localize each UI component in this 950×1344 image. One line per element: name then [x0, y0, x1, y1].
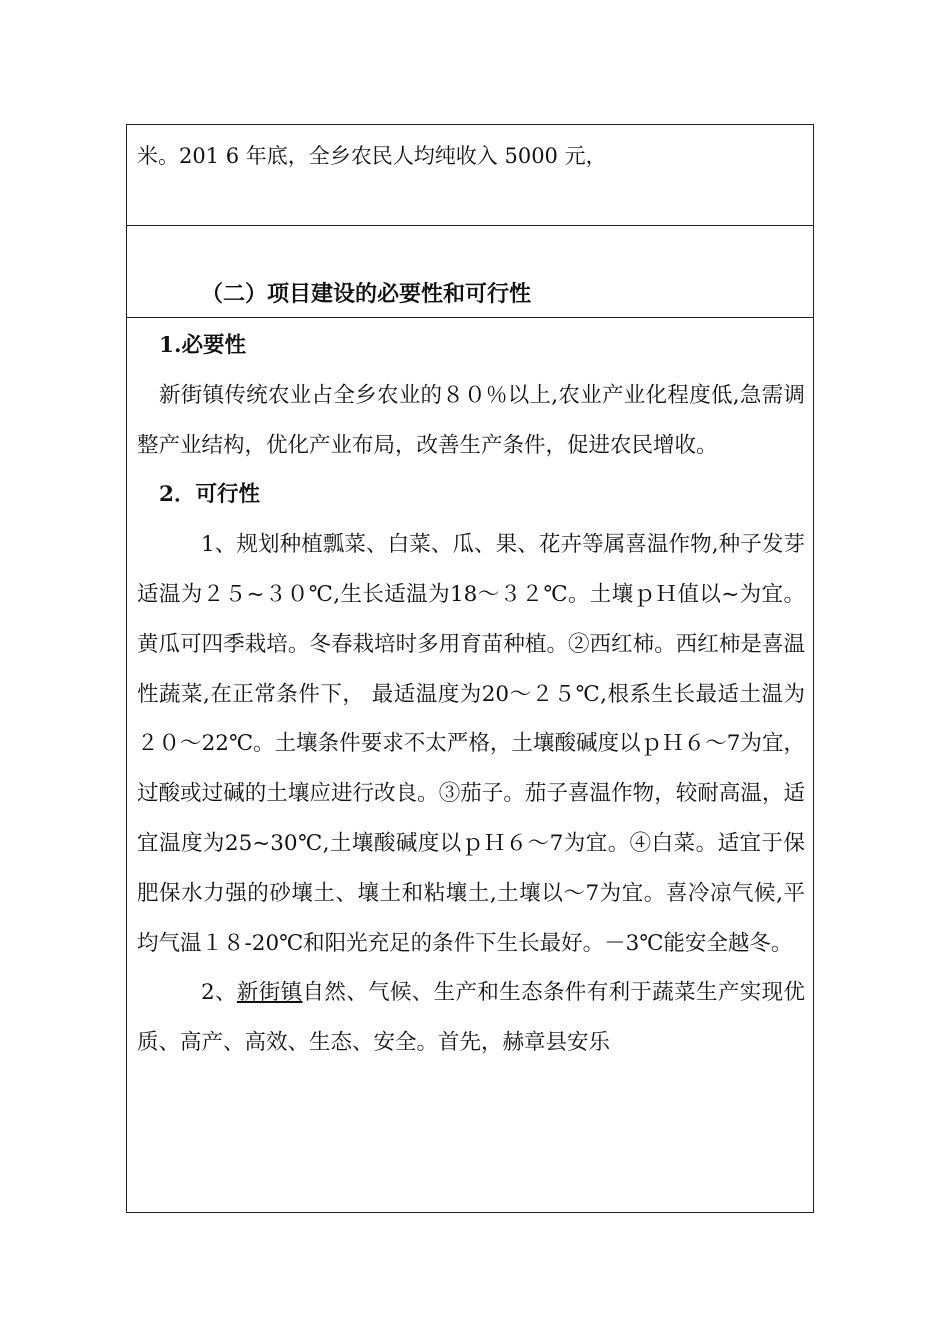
- section-heading: （二）项目建设的必要性和可行性: [201, 281, 532, 307]
- place-name-link: 新街镇: [236, 980, 303, 1006]
- feasibility-paragraph-2: [137, 968, 805, 1068]
- row-divider: [127, 225, 813, 226]
- necessity-title: 1.必要性: [159, 333, 246, 358]
- paragraph-2-rest: 自然、气候、生产和生态条件有利于蔬菜生产实现优质、高产、高效、生态、安全。首先，赫章县安乐: [137, 980, 805, 1056]
- section-body: [137, 321, 805, 1068]
- document-table: [126, 124, 814, 1213]
- necessity-paragraph: 新街镇传统农业占全乡农业的８０％以上,农业产业化程度低,急需调整产业结构，优化产业布局，改善生产条件，促进农民增收。: [137, 382, 805, 458]
- cell-income-text: 米。201 6 年底，全乡农民人均纯收入 5000 元，: [137, 144, 607, 168]
- feasibility-title: 2．可行性: [159, 482, 260, 508]
- feasibility-paragraph-1: 1、规划种植瓢菜、白菜、瓜、果、花卉等属喜温作物,种子发芽适温为２５~３０℃,生长适温为18～３２℃。土壤ｐＨ值以~为宜。黄瓜可四季栽培。冬春栽培时多用育苗种植。②西红柿。西红柿是喜温性蔬菜,在正常条件下， 最适温度为20～２５℃,根系生长最适土温为２０～22℃。土壤条件要求不太严格，土壤酸碱度以ｐＨ６～7为宜，过酸或过碱的土壤应进行改良。③茄子。茄子喜温作物，较耐高温，适宜温度为25~30℃,土壤酸碱度以ｐＨ６～7为宜。④白菜。适宜于保肥保水力强的砂壤土、壤土和粘壤土,土壤以～7为宜。喜冷凉气候,平均气温１８-20℃和阳光充足的条件下生长最好。－3℃能安全越冬。: [137, 532, 805, 956]
- row-divider: [127, 317, 813, 318]
- paragraph-2-prefix: 2、: [201, 980, 237, 1006]
